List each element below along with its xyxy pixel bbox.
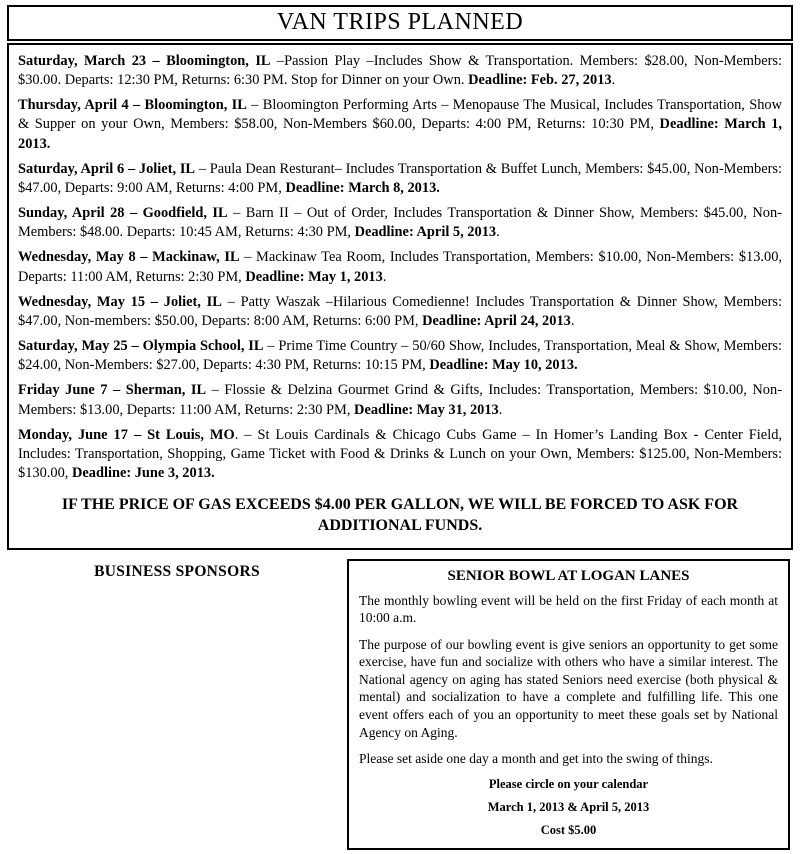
van-trips-box [7,43,793,550]
senior-bowl-box [347,559,790,850]
business-sponsors-heading: BUSINESS SPONSORS [94,562,260,580]
trip-body: – Mackinaw Tea Room, Includes Transportation, Members: $10.00, Non-Members: $13.00, Departs: 11:00 AM, Returns: 2:30 PM, [18,249,782,285]
senior-bowl-paragraph: The monthly bowling event will be held on the first Friday of each month at 10:00 a.m. [359,592,778,626]
calendar-note: Please circle on your calendar [488,776,649,791]
page-title: VAN TRIPS PLANNED [276,9,524,35]
bottom-section [7,559,793,850]
trip-deadline: Deadline: May 10, 2013. [429,357,578,374]
trip-deadline: Deadline: June 3, 2013. [71,464,215,481]
trip-lead: Wednesday, May 15 – Joliet, IL [18,293,222,310]
gas-price-warning: IF THE PRICE OF GAS EXCEEDS $4.00 PER GALLON, WE WILL BE FORCED TO ASK FOR ADDITIONAL FUNDS. [61,496,739,534]
trip-body: – Barn II – Out of Order, Includes Transportation & Dinner Show, Members: $45.00, Non-Members: $48.00. Departs: 10:45 AM, Returns: 4:30 PM, [18,205,782,241]
trip-deadline: Deadline: May 31, 2013 [354,401,499,418]
trip-paragraph [18,381,782,419]
trip-deadline: Deadline: March 1, 2013. [18,116,782,152]
trip-deadline: Deadline: March 8, 2013. [285,179,440,196]
trip-tail: . [496,224,500,241]
trip-body: – Flossie & Delzina Gourmet Grind & Gifts, Includes: Transportation, Members: $10.00, Non-Members: $13.00, Departs: 11:00 AM, Returns: 2:30 PM, [18,382,782,418]
trip-paragraph [18,248,782,286]
trip-paragraph [18,337,782,375]
trip-paragraph [18,96,782,153]
trip-paragraph [18,426,782,483]
trip-tail: . [611,72,616,89]
trip-deadline: Deadline: April 5, 2013 [354,224,497,241]
trip-lead: Saturday, April 6 – Joliet, IL [18,160,196,177]
trip-body: – Patty Waszak –Hilarious Comedienne! Includes Transportation & Dinner Show, Members: $47.00, Non-members: $50.00, Departs: 8:00 AM, Returns: 6:00 PM, [18,293,782,329]
trip-lead: Thursday, April 4 – Bloomington, IL [18,97,247,114]
trip-paragraph [18,293,782,331]
trip-paragraph [18,52,782,90]
business-sponsors-section [7,559,347,581]
trip-tail: . [382,268,387,285]
trip-paragraph [18,160,782,198]
cost-line: Cost $5.00 [540,822,597,837]
trip-body: –Passion Play –Includes Show & Transportation. Members: $28.00, Non-Members: $30.00. Departs: 12:30 PM, Returns: 6:30 PM. Stop for Dinner on your Own. [18,53,782,89]
senior-bowl-paragraph: Please set aside one day a month and get into the swing of things. [359,751,713,767]
trip-lead: Friday June 7 – Sherman, IL [18,382,207,399]
trip-deadline: Deadline: April 24, 2013 [422,312,571,329]
trip-lead: Saturday, March 23 – Bloomington, IL [18,53,271,69]
trip-lead: Wednesday, May 8 – Mackinaw, IL [18,249,240,266]
senior-bowl-title: SENIOR BOWL AT LOGAN LANES [447,567,690,584]
title-box [7,5,793,41]
trip-deadline: Deadline: Feb. 27, 2013 [468,72,612,89]
senior-bowl-paragraph: The purpose of our bowling event is give seniors an opportunity to get some exercise, have fun and socialize with others who have a similar interest. The National agency on aging has stated Seniors need exercise (both physical & mental) and socialization to have a complete and fulfilling life. This one event offers each of you an opportunity to meet these goals set by National Agency on Aging. [359,636,778,740]
trip-body: – Paula Dean Resturant– Includes Transportation & Buffet Lunch, Members: $45.00, Non-Members: $47.00, Departs: 9:00 AM, Returns: 4:00 PM, [18,160,782,196]
trip-lead: Sunday, April 28 – Goodfield, IL [18,205,228,222]
trip-body: – Bloomington Performing Arts – Menopause The Musical, Includes Transportation, Show & Supper on your Own, Members: $58.00, Non-Members $60.00, Departs: 4:00 PM, Returns: 10:30 PM, [18,97,782,133]
calendar-dates: March 1, 2013 & April 5, 2013 [487,799,650,814]
trip-lead: Saturday, May 25 – Olympia School, IL [18,338,264,355]
trip-tail: . [498,401,503,418]
trip-body: . – St Louis Cardinals & Chicago Cubs Game – In Homer’s Landing Box - Center Field, Includes: Transportation, Shopping, Game Ticket with Food & Drinks & Lunch on your Own, Members: $125.00, Non-Members: $130.00, [18,426,782,481]
trip-paragraph [18,204,782,242]
trip-deadline: Deadline: May 1, 2013 [245,268,383,285]
trip-tail: . [570,312,575,329]
trip-body: – Prime Time Country – 50/60 Show, Includes, Transportation, Meal & Show, Members: $24.00, Non-Members: $27.00, Departs: 4:30 PM, Returns: 10:15 PM, [18,338,783,374]
trip-lead: Monday, June 17 – St Louis, MO [18,426,235,443]
